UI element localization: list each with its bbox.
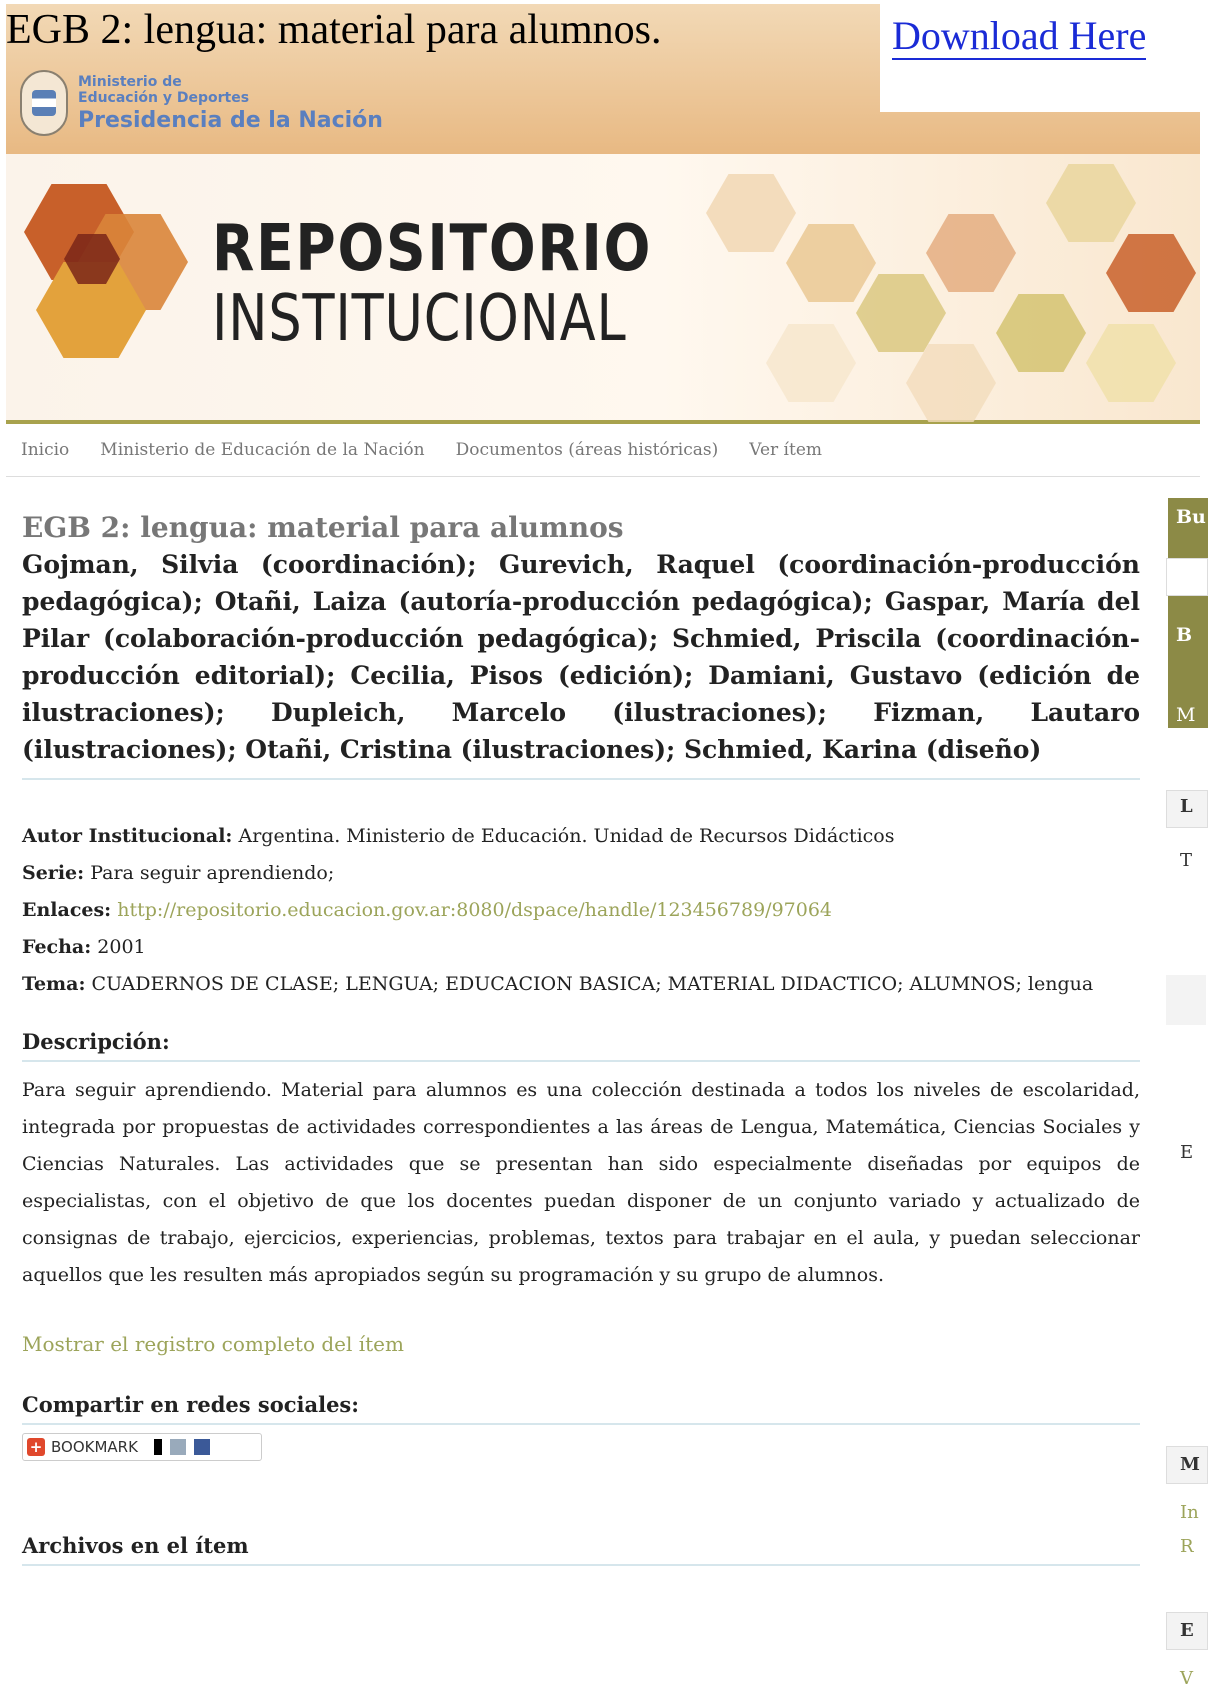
document-title: EGB 2: lengua: material para alumnos. <box>6 7 662 53</box>
repository-hero-banner <box>6 154 1200 424</box>
share-heading: Compartir en redes sociales: <box>22 1392 1140 1425</box>
bookmark-button[interactable] <box>22 1433 262 1461</box>
sidebar-search-panel <box>1168 498 1208 728</box>
download-link[interactable]: Download Here <box>892 13 1147 58</box>
decor-hexagon-icon <box>856 274 946 352</box>
decor-hexagon-icon <box>706 174 796 252</box>
plus-icon: + <box>27 1438 45 1456</box>
handle-link[interactable]: http://repositorio.educacion.gov.ar:8080/dspace/handle/123456789/97064 <box>117 899 833 921</box>
share-section <box>22 1392 1140 1461</box>
delicious-icon <box>146 1439 162 1455</box>
sidebar-search-input[interactable] <box>1166 558 1208 596</box>
description-heading: Descripción: <box>22 1029 1140 1062</box>
breadcrumb-inicio[interactable]: Inicio <box>21 440 70 460</box>
repository-title: REPOSITORIO <box>212 212 653 286</box>
decor-hexagon-icon <box>906 344 996 422</box>
decor-hexagon-icon <box>996 294 1086 372</box>
sidebar-fragment[interactable]: R <box>1180 1536 1194 1557</box>
sidebar-fragment: E <box>1180 1620 1194 1641</box>
bookmark-label: BOOKMARK <box>51 1438 138 1456</box>
meta-serie-row: Serie: Para seguir aprendiendo; <box>22 862 335 884</box>
national-seal-icon <box>20 70 68 136</box>
sidebar-fragment: T <box>1180 850 1193 871</box>
sidebar-fragment: E <box>1180 1142 1194 1163</box>
presidency-label[interactable]: Presidencia de la Nación <box>78 108 383 133</box>
breadcrumb-ministerio[interactable]: Ministerio de Educación de la Nación <box>100 440 425 460</box>
sidebar-fragment: L <box>1180 796 1193 817</box>
facebook-icon <box>194 1439 210 1455</box>
meta-tema-row: Tema: CUADERNOS DE CLASE; LENGUA; EDUCACION BASICA; MATERIAL DIDACTICO; ALUMNOS; lengua <box>22 973 1094 995</box>
sidebar-fragment[interactable]: In <box>1180 1502 1199 1523</box>
decor-hexagon-icon <box>1046 164 1136 242</box>
sidebar-fragment: B <box>1176 624 1193 646</box>
repository-subtitle: INSTITUCIONAL <box>212 282 627 356</box>
decor-hexagon-icon <box>786 224 876 302</box>
meta-enlaces-row: Enlaces: http://repositorio.educacion.gov.ar:8080/dspace/handle/123456789/97064 <box>22 899 833 921</box>
sidebar-fragment[interactable]: M <box>1176 704 1196 726</box>
decor-hexagon-icon <box>766 324 856 402</box>
breadcrumb-ver-item[interactable]: Ver ítem <box>749 440 823 460</box>
download-box <box>880 4 1200 112</box>
ministry-name[interactable]: Ministerio de Educación y Deportes <box>78 74 250 106</box>
authors: Gojman, Silvia (coordinación); Gurevich, Raquel (coordinación-producción pedagógica); Otañi, Laiza (autoría-producción pedagógica); Gaspar, María del Pilar (colaboración-producción pedagógica); Schmied, Priscila (coordinación-producción editorial); Cecilia, Pisos (edición); Damiani, Gustavo (edición de ilustraciones); Dupleich, Marcelo (ilustraciones); Fizman, Lautaro (ilustraciones); Otañi, Cristina (ilustraciones); Schmied, Karina (diseño) <box>22 546 1140 780</box>
sidebar-box <box>1166 975 1206 1025</box>
description-text: Para seguir aprendiendo. Material para alumnos es una colección destinada a todos los niveles de escolaridad, integrada por propuestas de actividades correspondientes a las áreas de Lengua, Matemática, Ciencias Sociales y Ciencias Naturales. Las actividades que se presentan han sido especialmente diseñadas por equipos de especialistas, con el objetivo de que los docentes puedan disponer de un conjunto variado y actualizado de consignas de trabajo, ejercicios, experiencias, problemas, textos para trabajar en el aula, y puedan seleccionar aquellos que les resulten más apropiados según su programación y su grupo de alumnos. <box>22 1079 1140 1286</box>
full-record-link[interactable]: Mostrar el registro completo del ítem <box>22 1332 404 1356</box>
digg-icon <box>170 1439 186 1455</box>
sidebar-fragment[interactable]: V <box>1180 1668 1193 1689</box>
page-title: EGB 2: lengua: material para alumnos <box>22 511 624 544</box>
sidebar-fragment: M <box>1180 1454 1200 1475</box>
breadcrumb-documentos[interactable]: Documentos (áreas históricas) <box>455 440 719 460</box>
sidebar-fragment: Bu <box>1176 506 1206 528</box>
decor-hexagon-icon <box>1106 234 1196 312</box>
breadcrumb <box>6 424 1200 477</box>
decor-hexagon-icon <box>1086 324 1176 402</box>
item-main-content <box>22 510 1140 1566</box>
decor-hexagon-icon <box>926 214 1016 292</box>
meta-autor-row: Autor Institucional: Argentina. Ministerio de Educación. Unidad de Recursos Didácticos <box>22 825 895 847</box>
item-metadata <box>22 818 1140 1003</box>
description-section <box>22 1029 1140 1294</box>
meta-fecha-row: Fecha: 2001 <box>22 936 146 958</box>
files-heading: Archivos en el ítem <box>22 1533 1140 1566</box>
files-section <box>22 1533 1140 1566</box>
